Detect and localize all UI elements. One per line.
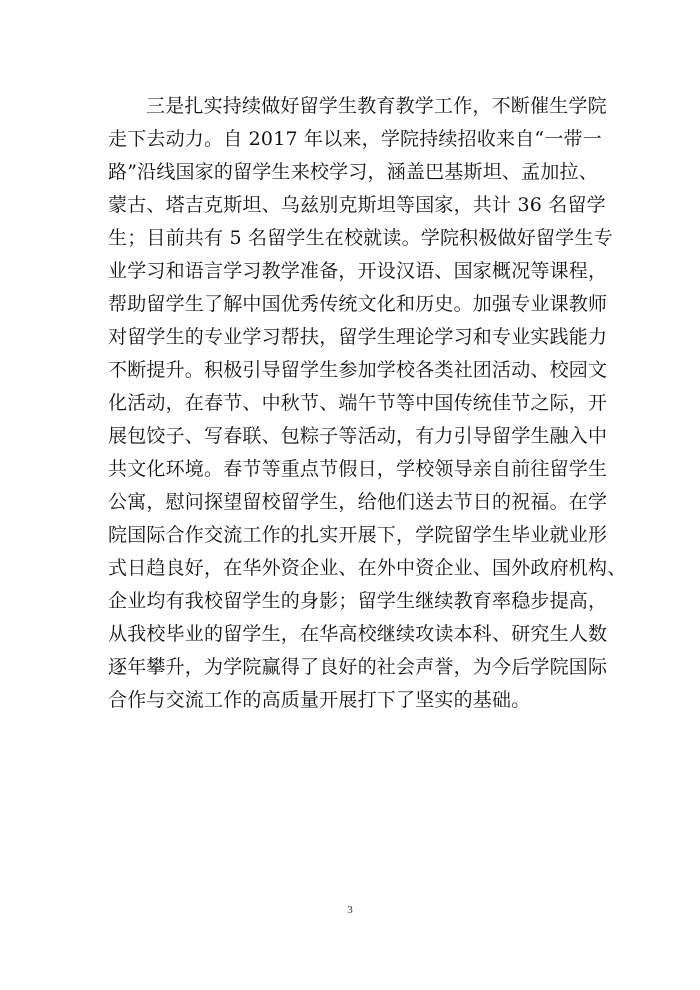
paragraph-line: 对留学生的专业学习帮扶，留学生理论学习和专业实践能力 [108, 326, 608, 348]
paragraph-line: 路”沿线国家的留学生来校学习，涵盖巴基斯坦、孟加拉、 [108, 161, 598, 183]
body-paragraph [108, 90, 627, 717]
paragraph-line: 蒙古、塔吉克斯坦、乌兹别克斯坦等国家，共计 36 名留学 [108, 194, 606, 216]
paragraph-line: 不断提升。积极引导留学生参加学校各类社团活动、校园文 [108, 359, 608, 381]
paragraph-line: 展包饺子、写春联、包粽子等活动，有力引导留学生融入中 [108, 425, 608, 447]
paragraph-line: 逐年攀升，为学院赢得了良好的社会声誉，为今后学院国际 [108, 656, 608, 678]
paragraph-line: 共文化环境。春节等重点节假日，学校领导亲自前往留学生 [108, 458, 608, 480]
page-number: 3 [347, 904, 353, 916]
paragraph-line: 院国际合作交流工作的扎实开展下，学院留学生毕业就业形 [108, 524, 608, 546]
paragraph-line: 公寓，慰问探望留校留学生，给他们送去节日的祝福。在学 [108, 491, 608, 513]
paragraph-line: 业学习和语言学习教学准备，开设汉语、国家概况等课程， [108, 260, 608, 282]
paragraph-line: 化活动，在春节、中秋节、端午节等中国传统佳节之际，开 [108, 392, 608, 414]
paragraph-line: 三是扎实持续做好留学生教育教学工作，不断催生学院 [146, 95, 607, 117]
paragraph-line: 式日趋良好，在华外资企业、在外中资企业、国外政府机构、 [108, 557, 627, 579]
paragraph-line: 生；目前共有 5 名留学生在校就读。学院积极做好留学生专 [108, 227, 613, 249]
paragraph-line: 企业均有我校留学生的身影；留学生继续教育率稳步提高， [108, 590, 608, 612]
paragraph-line: 从我校毕业的留学生，在华高校继续攻读本科、研究生人数 [108, 623, 608, 645]
paragraph-line: 帮助留学生了解中国优秀传统文化和历史。加强专业课教师 [108, 293, 608, 315]
paragraph-line: 走下去动力。自 2017 年以来，学院持续招收来自“一带一 [108, 128, 602, 150]
paragraph-line: 合作与交流工作的高质量开展打下了坚实的基础。 [108, 689, 531, 711]
